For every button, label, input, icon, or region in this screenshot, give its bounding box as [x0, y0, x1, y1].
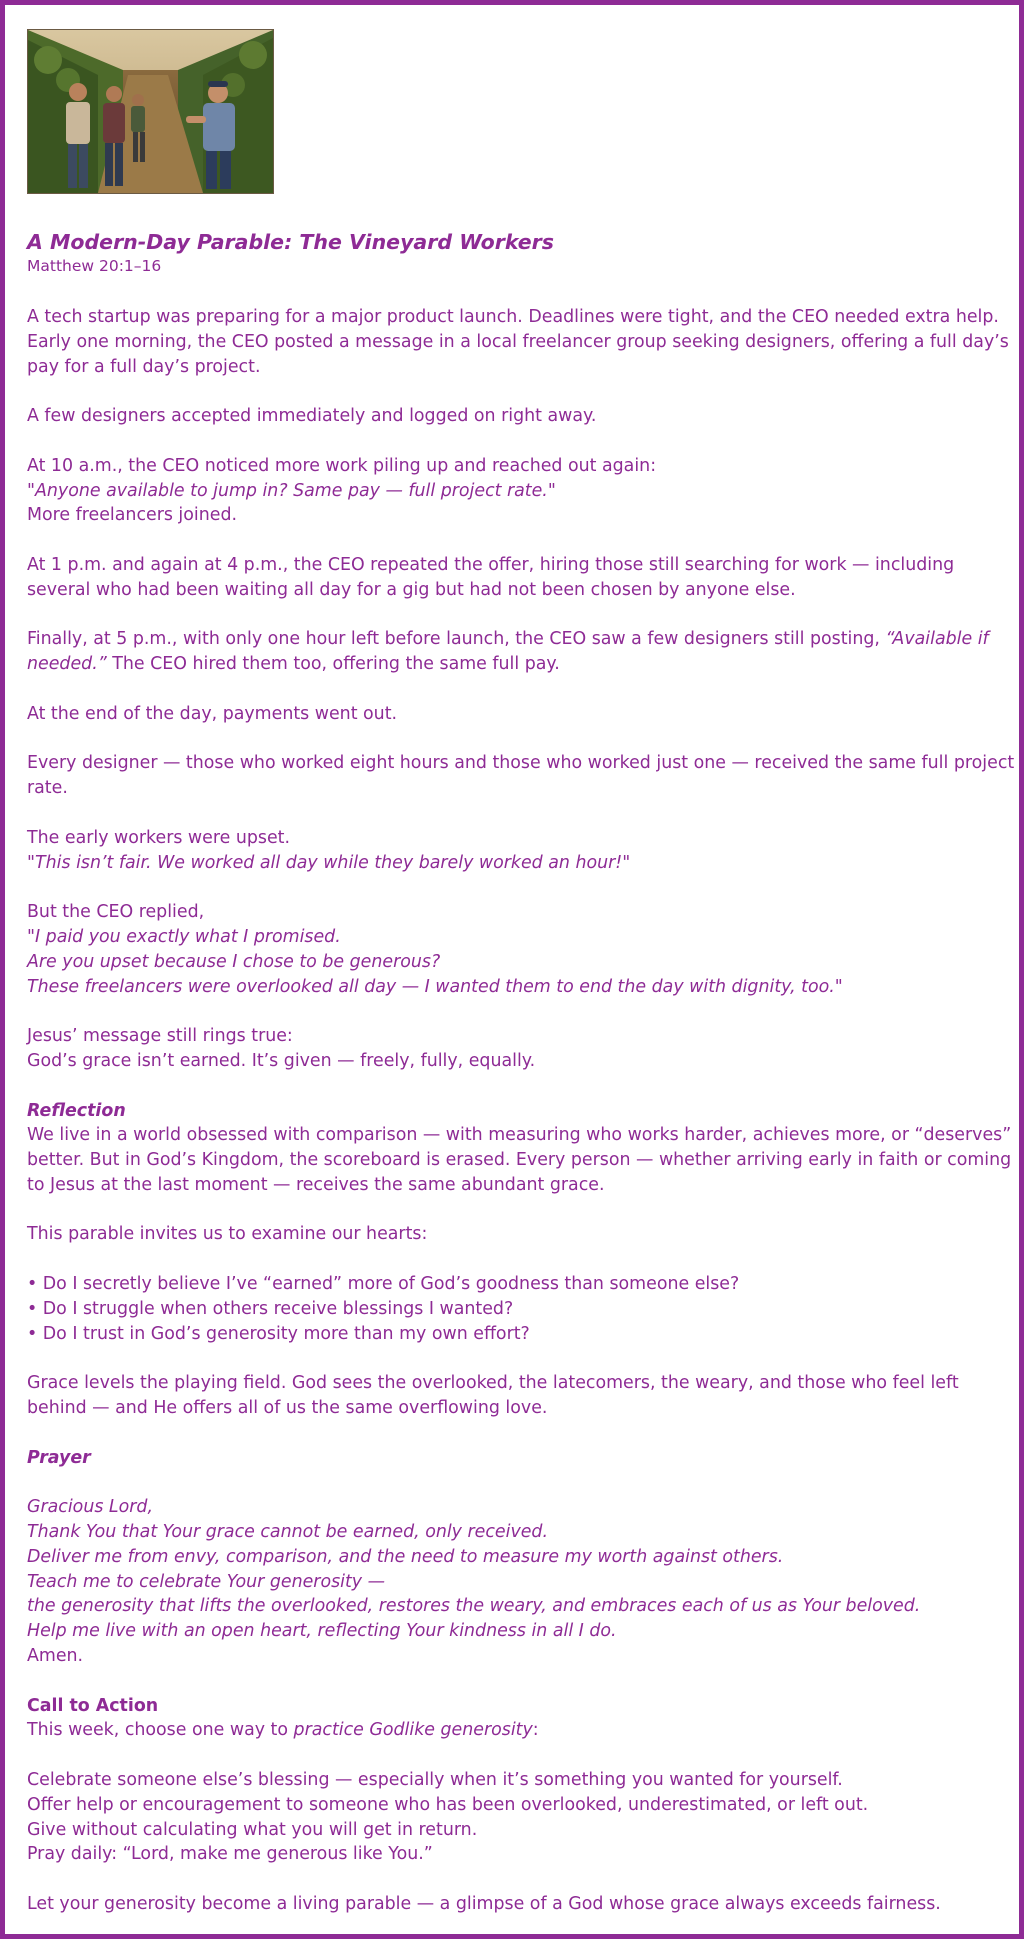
prayer-line: Gracious Lord,: [27, 1497, 153, 1518]
call-to-action-list: [27, 1768, 1017, 1867]
story-quote: These freelancers were overlooked all day — I wanted them to end the day with dignity, too.": [27, 976, 843, 997]
story-line: But the CEO replied,: [27, 902, 205, 923]
story-paragraph: [27, 900, 1017, 999]
action-item: Give without calculating what you will get in return.: [27, 1819, 478, 1840]
call-to-action-intro: [27, 1718, 1017, 1743]
story-paragraph: At the end of the day, payments went out.: [27, 703, 398, 724]
story-line: The early workers were upset.: [27, 827, 291, 848]
story-paragraph: [27, 1024, 1017, 1074]
call-to-action-heading: Call to Action: [27, 1695, 159, 1716]
story-paragraph: At 1 p.m. and again at 4 p.m., the CEO repeated the offer, hiring those still searching for work — including several who had been waiting all day for a gig but had not been chosen by anyone else.: [27, 554, 955, 600]
story-text: Finally, at 5 p.m., with only one hour left before launch, the CEO saw a few designers still posting,: [27, 629, 886, 650]
prayer-heading: Prayer: [27, 1447, 91, 1468]
story-quote: “Available if needed.”: [27, 629, 989, 675]
intro-text: This week, choose one way to: [27, 1720, 294, 1741]
reflection-paragraph: This parable invites us to examine our hearts:: [27, 1224, 428, 1245]
prayer-line: Teach me to celebrate Your generosity —: [27, 1571, 386, 1592]
bullet-item: • Do I secretly believe I’ve “earned” more of God’s goodness than someone else?: [27, 1274, 740, 1295]
reflection-heading: Reflection: [27, 1100, 126, 1121]
story-text: The CEO hired them too, offering the same full pay.: [106, 654, 560, 675]
prayer-amen: Amen.: [27, 1646, 84, 1667]
story-paragraph: [27, 454, 1017, 528]
story-line: More freelancers joined.: [27, 505, 238, 526]
prayer-line: Thank You that Your grace cannot be earned, only received.: [27, 1522, 549, 1543]
bullet-item: • Do I trust in God’s generosity more than my own effort?: [27, 1323, 530, 1344]
intro-text: :: [532, 1720, 539, 1741]
story-paragraph: [27, 826, 1017, 876]
story-line: God’s grace isn’t earned. It’s given — freely, fully, equally.: [27, 1050, 536, 1071]
prayer-text: [27, 1495, 1017, 1669]
intro-emphasis: practice Godlike generosity: [293, 1720, 533, 1741]
story-quote: "Anyone available to jump in? Same pay — full project rate.": [27, 480, 556, 501]
story-paragraph: Every designer — those who worked eight hours and those who worked just one — received the same full project rate.: [27, 753, 1015, 799]
reflection-paragraph: Grace levels the playing field. God sees the overlooked, the latecomers, the weary, and those who feel left behind — and He offers all of us the same overflowing love.: [27, 1373, 959, 1419]
call-to-action-section: [27, 1694, 1017, 1744]
story-paragraph: A tech startup was preparing for a major product launch. Deadlines were tight, and the CEO needed extra help. Early one morning, the CEO posted a message in a local freelancer group seeking designers, offering a full day’s pay for a full day’s project.: [27, 307, 1009, 377]
bullet-item: • Do I struggle when others receive blessings I wanted?: [27, 1298, 514, 1319]
page-title: A Modern-Day Parable: The Vineyard Workers: [27, 230, 554, 254]
action-item: Pray daily: “Lord, make me generous like You.”: [27, 1844, 433, 1865]
article-body: [27, 305, 1017, 1942]
prayer-line: the generosity that lifts the overlooked, restores the weary, and embraces each of us as Your beloved.: [27, 1596, 921, 1617]
closing-line: Let your generosity become a living parable — a glimpse of a God whose grace always exceeds fairness.: [27, 1894, 941, 1914]
story-paragraph: A few designers accepted immediately and logged on right away.: [27, 406, 597, 427]
prayer-line: Deliver me from envy, comparison, and the need to measure my worth against others.: [27, 1546, 784, 1567]
story-quote: Are you upset because I chose to be generous?: [27, 951, 441, 972]
action-item: Celebrate someone else’s blessing — especially when it’s something you wanted for yourself.: [27, 1770, 843, 1791]
vineyard-photo: [27, 29, 274, 194]
prayer-line: Help me live with an open heart, reflecting Your kindness in all I do.: [27, 1621, 617, 1642]
story-quote: "This isn’t fair. We worked all day while they barely worked an hour!": [27, 852, 631, 873]
action-item: Offer help or encouragement to someone who has been overlooked, underestimated, or left out.: [27, 1794, 869, 1815]
reflection-section: [27, 1099, 1017, 1198]
story-quote: "I paid you exactly what I promised.: [27, 926, 341, 947]
story-line: Jesus’ message still rings true:: [27, 1026, 293, 1047]
reflection-paragraph: We live in a world obsessed with comparison — with measuring who works harder, achieves more, or “deserves” better. But in God’s Kingdom, the scoreboard is erased. Every person — whether arriving early in faith or coming to Jesus at the last moment — receives the same abundant grace.: [27, 1125, 1012, 1195]
story-paragraph: [27, 627, 1017, 677]
reflection-questions: [27, 1272, 1017, 1346]
scripture-reference: Matthew 20:1–16: [27, 257, 162, 275]
story-line: At 10 a.m., the CEO noticed more work piling up and reached out again:: [27, 455, 657, 476]
